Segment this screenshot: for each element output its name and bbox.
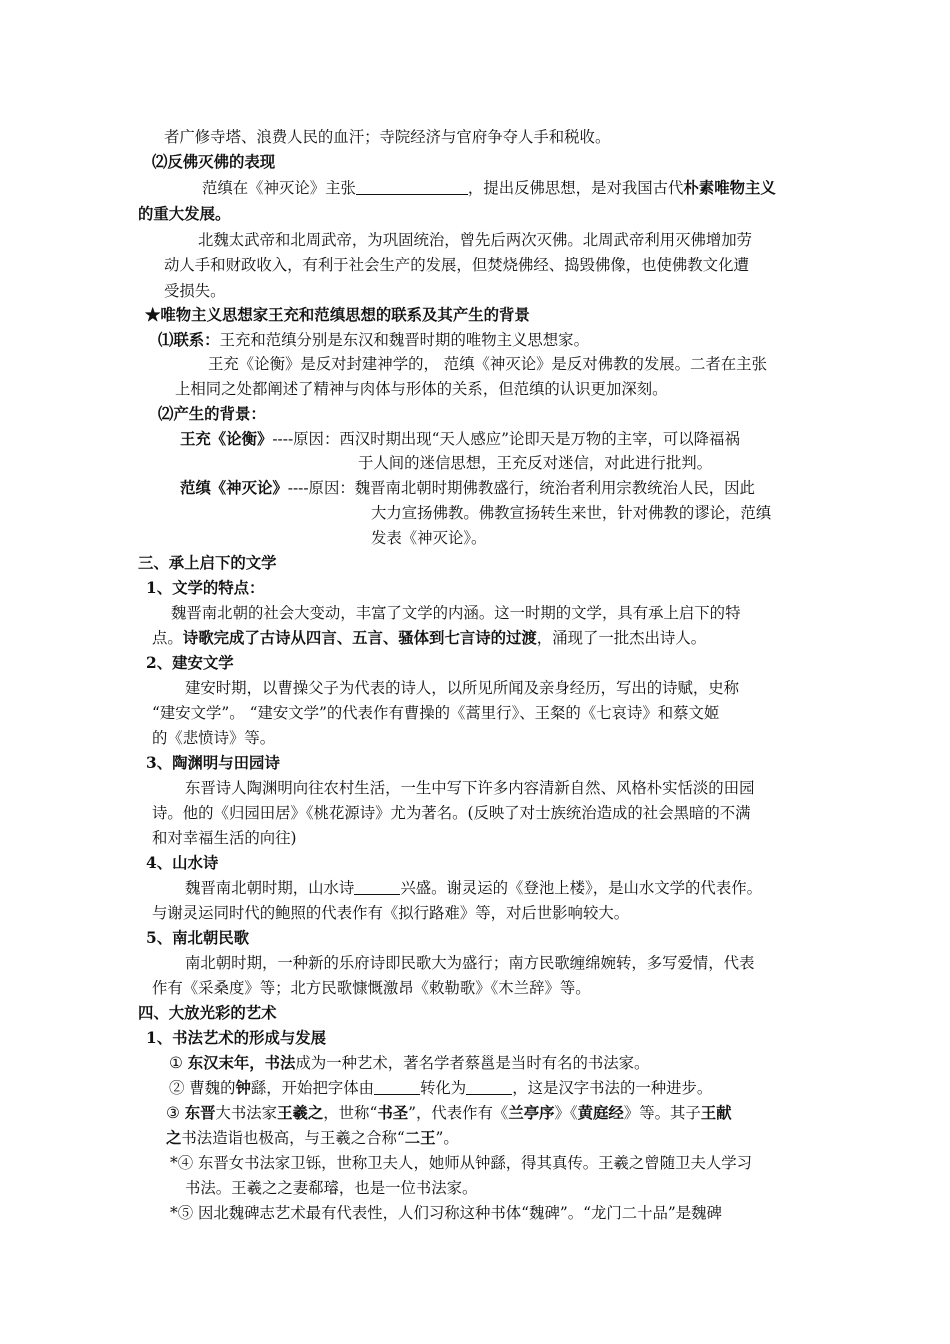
answer-blank[interactable] <box>374 1079 420 1095</box>
text-line: ① 东汉末年，书法成为一种艺术，著名学者蔡邕是当时有名的书法家。 <box>169 1054 650 1072</box>
subheading: ⑵反佛灭佛的表现 <box>152 153 276 171</box>
text-line: 者广修寺塔、浪费人民的血汗；寺院经济与官府争夺人手和税收。 <box>164 128 611 146</box>
subheading: 3、陶渊明与田园诗 <box>146 754 280 772</box>
text-line: 上相同之处都阐述了精神与肉体与形体的关系，但范缜的认识更加深刻。 <box>175 380 668 398</box>
answer-blank[interactable] <box>354 879 400 895</box>
answer-blank[interactable] <box>466 1079 512 1095</box>
section-heading: ★唯物主义思想家王充和范缜思想的联系及其产生的背景 <box>145 306 530 324</box>
text-line: 的重大发展。 <box>138 205 231 223</box>
subheading: 1、书法艺术的形成与发展 <box>146 1029 327 1047</box>
text-line: 与谢灵运同时代的鲍照的代表作有《拟行路难》等，对后世影响较大。 <box>152 904 630 922</box>
text-line: ② 曹魏的钟繇，开始把字体由 转化为 ，这是汉字书法的一种进步。 <box>169 1079 713 1097</box>
text-line: 魏晋南北朝的社会大变动，丰富了文学的内涵。这一时期的文学，具有承上启下的特 <box>171 604 741 622</box>
text-line: ③ 东晋大书法家王羲之，世称“书圣”，代表作有《兰亭序》《黄庭经》等。其子王献 <box>166 1104 732 1122</box>
text-line: 点。诗歌完成了古诗从四言、五言、骚体到七言诗的过渡，涌现了一批杰出诗人。 <box>152 629 707 647</box>
section-heading: 三、承上启下的文学 <box>138 554 277 572</box>
text-line: 王充《论衡》----原因：西汉时期出现“天人感应”论即天是万物的主宰，可以降福祸 <box>180 430 740 448</box>
text-line: 发表《神灭论》。 <box>371 529 487 547</box>
subheading: ⑵产生的背景： <box>158 405 266 423</box>
text-line: 书法。王羲之之妻郗璿，也是一位书法家。 <box>185 1179 478 1197</box>
text-line: 北魏太武帝和北周武帝，为巩固统治，曾先后两次灭佛。北周武帝利用灭佛增加劳 <box>198 231 753 249</box>
subheading: 5、南北朝民歌 <box>146 929 250 947</box>
text-line: 范缜在《神灭论》主张 ，提出反佛思想，是对我国古代朴素唯物主义 <box>202 179 776 197</box>
subheading: 1、文学的特点： <box>146 579 265 597</box>
text-line: 之书法造诣也极高，与王羲之合称“二王”。 <box>166 1129 459 1147</box>
text-line: 建安时期，以曹操父子为代表的诗人，以所见所闻及亲身经历，写出的诗赋，史称 <box>185 679 740 697</box>
subheading: 2、建安文学 <box>146 654 234 672</box>
subheading: 4、山水诗 <box>146 854 219 872</box>
text-line: 东晋诗人陶渊明向往农村生活，一生中写下许多内容清新自然、风格朴实恬淡的田园 <box>185 779 755 797</box>
text-line: 大力宣扬佛教。佛教宣扬转生来世，针对佛教的谬论，范缜 <box>371 504 772 522</box>
text-line: 魏晋南北朝时期，山水诗 兴盛。谢灵运的《登池上楼》，是山水文学的代表作。 <box>185 879 762 897</box>
text-line: “建安文学”。 “建安文学”的代表作有曹操的《蒿里行》、王粲的《七哀诗》和蔡文姬 <box>152 704 720 722</box>
text-line: 南北朝时期，一种新的乐府诗即民歌大为盛行；南方民歌缠绵婉转，多写爱情，代表 <box>185 954 755 972</box>
text-line: ⑴联系：王充和范缜分别是东汉和魏晋时期的唯物主义思想家。 <box>158 331 589 349</box>
text-line: 和对幸福生活的向往) <box>152 829 297 847</box>
text-line: 诗。他的《归园田居》《桃花源诗》尤为著名。(反映了对士族统治造成的社会黑暗的不满 <box>152 804 751 822</box>
text-line: 于人间的迷信思想，王充反对迷信，对此进行批判。 <box>358 454 712 472</box>
text-line: 作有《采桑度》等；北方民歌慷慨激昂《敕勒歌》《木兰辞》等。 <box>152 979 591 997</box>
text-line: *④ 东晋女书法家卫铄，世称卫夫人，她师从钟繇，得其真传。王羲之曾随卫夫人学习 <box>170 1154 753 1172</box>
text-line: 的《悲愤诗》等。 <box>152 729 276 747</box>
answer-blank[interactable] <box>356 179 468 195</box>
text-line: 动人手和财政收入，有利于社会生产的发展，但焚烧佛经、捣毁佛像，也使佛教文化遭 <box>164 256 749 274</box>
text-line: *⑤ 因北魏碑志艺术最有代表性，人们习称这种书体“魏碑”。“龙门二十品”是魏碑 <box>170 1204 722 1222</box>
section-heading: 四、大放光彩的艺术 <box>138 1004 277 1022</box>
text-line: 王充《论衡》是反对封建神学的， 范缜《神灭论》是反对佛教的发展。二者在主张 <box>208 355 767 373</box>
text-line: 受损失。 <box>164 282 226 300</box>
text-line: 范缜《神灭论》----原因：魏晋南北朝时期佛教盛行，统治者利用宗教统治人民，因此 <box>180 479 755 497</box>
